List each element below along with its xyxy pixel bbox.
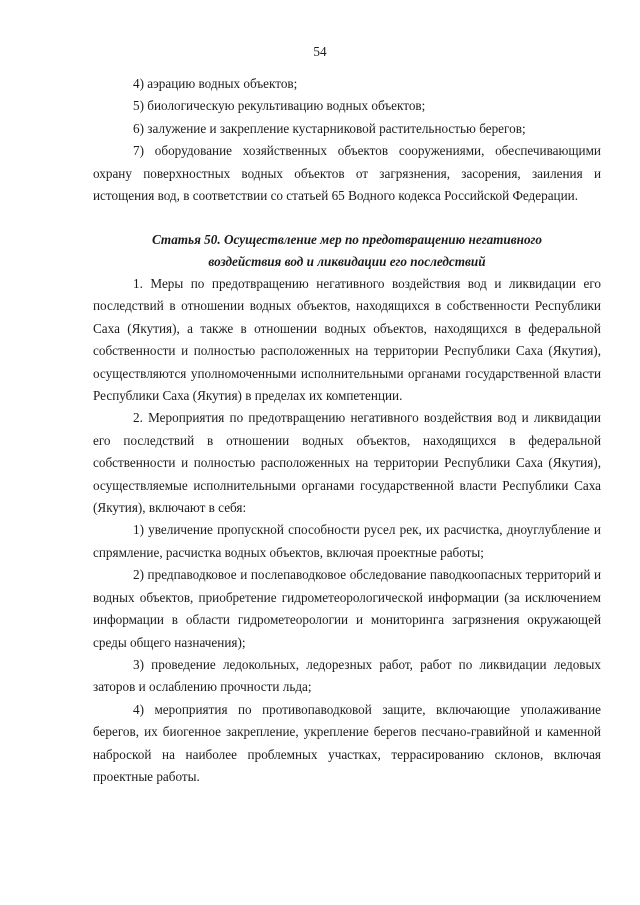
top-list	[93, 73, 601, 207]
page-number: 54	[313, 44, 327, 59]
article-title-line-2: воздействия вод и ликвидации его последствий	[208, 254, 486, 270]
list-item: 2) предпаводковое и послепаводковое обследование паводкоопасных территорий и водных объектов, приобретение гидрометеорологической информации (за исключением информации в области гидрометеорологии и мониторинга загрязнения окружающей среды общего назначения);	[93, 567, 601, 650]
list-item: 4) аэрацию водных объектов;	[133, 76, 298, 91]
list-item: 6) залужение и закрепление кустарниковой растительностью берегов;	[133, 120, 526, 136]
article-title	[93, 229, 601, 274]
list-item: 5) биологическую рекультивацию водных объектов;	[133, 98, 426, 114]
article-heading	[93, 229, 601, 274]
article-paragraph: 1. Меры по предотвращению негативного воздействия вод и ликвидации его последствий в отношении водных объектов, находящихся в собственности Республики Саха (Якутия), а также в отношении водных объектов, находящихся в федеральной собственности и полностью расположенных на территории Республики Саха (Якутия), осуществляются уполномоченными исполнительными органами государственной власти Республики Саха (Якутия) в пределах их компетенции.	[93, 276, 601, 404]
article-body	[93, 273, 601, 788]
article-title-line-1: Статья 50. Осуществление мер по предотвращению негативного	[151, 232, 543, 247]
list-item: 1) увеличение пропускной способности русел рек, их расчистка, дноуглубление и спрямление, расчистка водных объектов, включая проектные работы;	[93, 522, 601, 560]
list-item: 7) оборудование хозяйственных объектов сооружениями, обеспечивающими охрану поверхностных водных объектов от загрязнения, засорения, заиления и истощения вод, в соответствии со статьей 65 Водного кодекса Российской Федерации.	[93, 143, 601, 204]
list-item: 3) проведение ледокольных, ледорезных работ, работ по ликвидации ледовых заторов и ослаблению прочности льда;	[93, 656, 601, 695]
list-item: 4) мероприятия по противопаводковой защите, включающие уполаживание берегов, их биогенное закрепление, укрепление берегов песчано-гравийной и каменной наброской на наиболее проблемных участках, террасированию склонов, включая проектные работы.	[93, 701, 601, 784]
article-paragraph: 2. Мероприятия по предотвращению негативного воздействия вод и ликвидации его последствий в отношении водных объектов, находящихся в федеральной собственности и полностью расположенных на территории Республики Саха (Якутия), осуществляемые исполнительными органами государственной власти Республики Саха (Якутия), включают в себя:	[93, 410, 601, 516]
